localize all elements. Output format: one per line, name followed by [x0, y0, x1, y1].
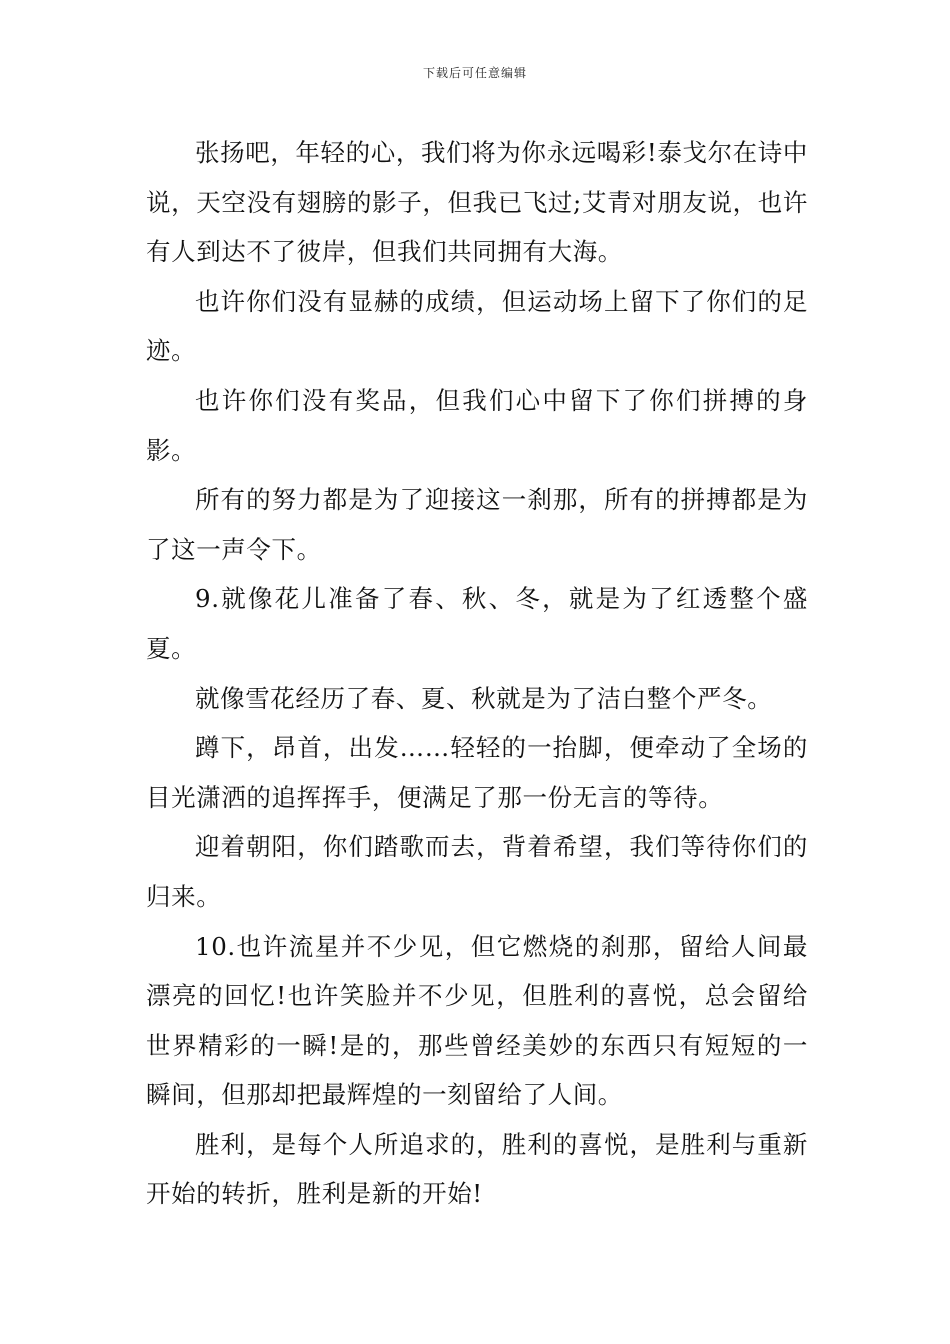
- document-body: [146, 128, 808, 1219]
- paragraph-9: 10.也许流星并不少见，但它燃烧的刹那，留给人间最漂亮的回忆!也许笑脸并不少见，但胜利的喜悦，总会留给世界精彩的一瞬!是的，那些曾经美妙的东西只有短短的一瞬间，但那却把最辉煌的一刻留给了人间。: [146, 931, 808, 1110]
- paragraph-5: 9.就像花儿准备了春、秋、冬，就是为了红透整个盛夏。: [146, 584, 808, 663]
- paragraph-4: 所有的努力都是为了迎接这一刹那，所有的拼搏都是为了这一声令下。: [146, 485, 808, 564]
- paragraph-3: 也许你们没有奖品，但我们心中留下了你们拼搏的身影。: [146, 385, 808, 465]
- page-header: 下载后可任意编辑: [422, 66, 527, 80]
- paragraph-6: 就像雪花经历了春、夏、秋就是为了洁白整个严冬。: [195, 683, 773, 713]
- paragraph-7: 蹲下，昂首，出发……轻轻的一抬脚，便牵动了全场的目光潇洒的追挥挥手，便满足了那一份无言的等待。: [146, 733, 808, 812]
- paragraph-2: 也许你们没有显赫的成绩，但运动场上留下了你们的足迹。: [146, 286, 808, 366]
- paragraph-1: 张扬吧，年轻的心，我们将为你永远喝彩!泰戈尔在诗中说，天空没有翅膀的影子，但我已飞过;艾青对朋友说，也许有人到达不了彼岸，但我们共同拥有大海。: [146, 138, 808, 267]
- paragraph-10: 胜利，是每个人所追求的，胜利的喜悦，是胜利与重新开始的转折，胜利是新的开始!: [146, 1129, 808, 1209]
- paragraph-8: 迎着朝阳，你们踏歌而去，背着希望，我们等待你们的归来。: [146, 832, 808, 911]
